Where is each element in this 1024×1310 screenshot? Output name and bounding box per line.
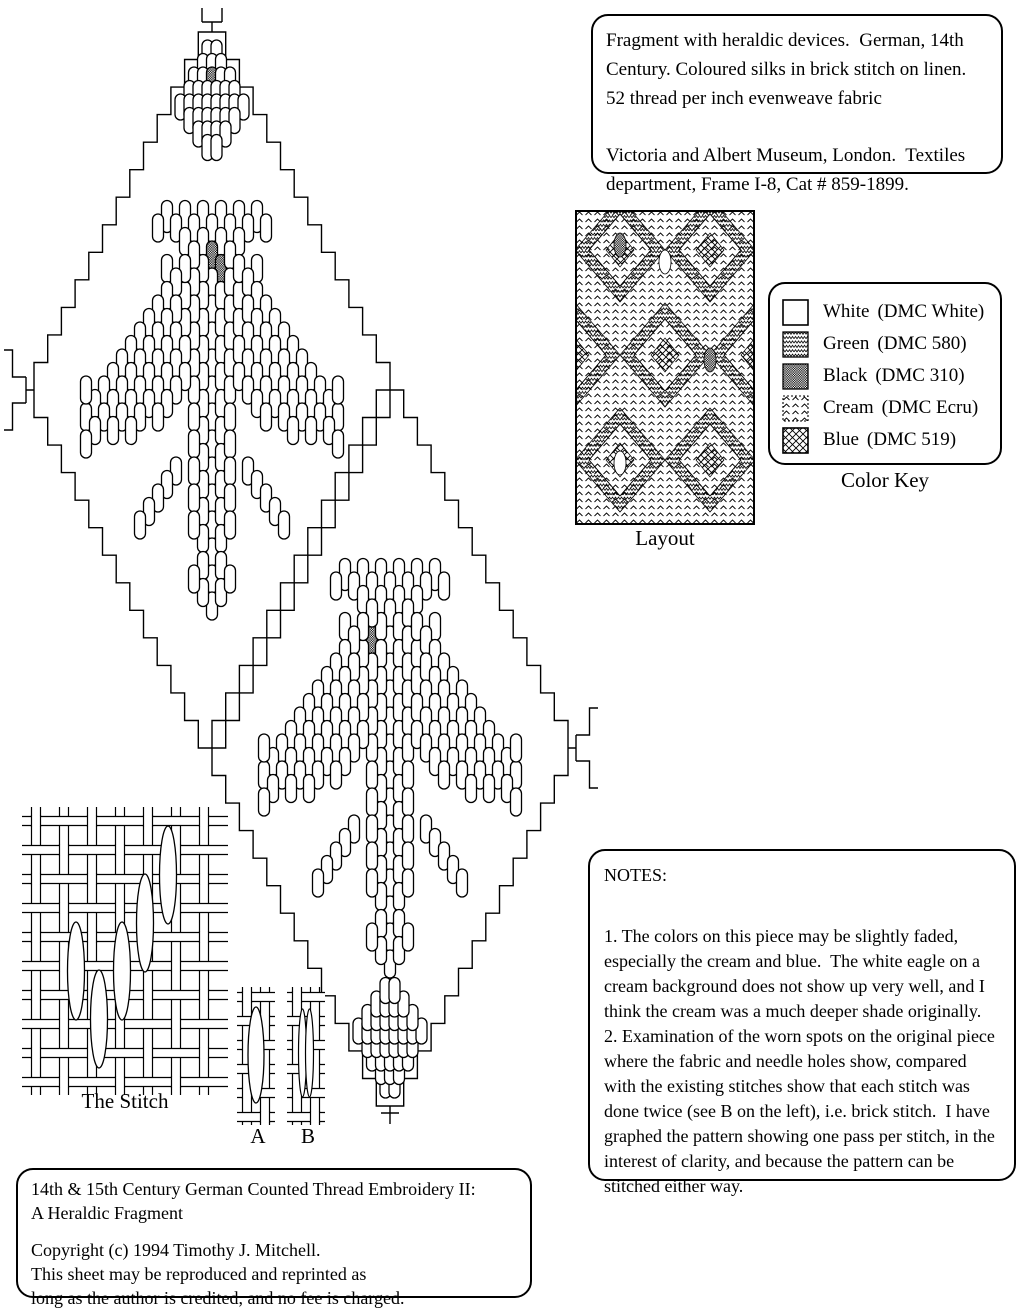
color-name: White [823, 301, 870, 322]
color-key-row-cream [782, 392, 1000, 424]
color-key-row-white [782, 296, 1000, 328]
license-line1: This sheet may be reproduced and reprinted as [31, 1264, 367, 1284]
notes-heading: NOTES: [604, 865, 667, 885]
museum-reference: Victoria and Albert Museum, London. Textiles department, Frame I-8, Cat # 859-1899. [606, 145, 970, 195]
detail-b-caption: B [300, 1124, 315, 1148]
layout-thumbnail-image [575, 210, 755, 525]
artifact-description: Fragment with heraldic devices. German, 14th Century. Coloured silks in brick stitch on linen. 52 thread per inch evenweave fabric [606, 30, 972, 109]
color-key-row-black [782, 360, 1000, 392]
color-name: Cream [823, 397, 874, 418]
detail-a-caption: A [250, 1124, 266, 1148]
color-code: (DMC 519) [866, 429, 957, 450]
blue-swatch-icon [782, 427, 809, 454]
artifact-info-box [591, 14, 1003, 195]
copyright-line: Copyright (c) 1994 Timothy J. Mitchell. [31, 1240, 321, 1260]
color-code: (DMC Ecru) [881, 397, 979, 418]
color-code: (DMC White) [877, 301, 985, 322]
color-code: (DMC 580) [877, 333, 967, 354]
cream-swatch-icon [782, 395, 809, 422]
stitch-diagram-caption: The Stitch [81, 1089, 169, 1113]
notes-box [588, 849, 1016, 1196]
stitch-weave-diagram [20, 805, 230, 1097]
note-item-1: 1. The colors on this piece may be slightly faded, especially the cream and blue. The white eagle on a cream background does not show up very well, and I think the cream was a much deeper shade originally. [604, 926, 990, 1021]
copyright-box [16, 1168, 532, 1308]
layout-caption: Layout [635, 526, 695, 550]
note-item-2: 2. Examination of the worn spots on the original piece where the fabric and needle holes show, compared with the existing stitches show that each stitch was done twice (see B on the left), i.e. brick stitch. I have graphed the pattern showing one pass per stitch, in the interest of clarity, and because the pattern can be stitched either way. [604, 1026, 1000, 1196]
white-swatch-icon [782, 299, 809, 326]
color-code: (DMC 310) [875, 365, 965, 386]
color-key-row-green [782, 328, 1000, 360]
stitch-detail-diagrams [235, 985, 350, 1127]
color-key-caption: Color Key [840, 468, 930, 492]
color-key-row-blue [782, 424, 1000, 456]
color-name: Black [823, 365, 868, 386]
color-name: Green [823, 333, 870, 354]
layout-thumbnail [575, 210, 755, 525]
sheet-title-line1: 14th & 15th Century German Counted Thread Embroidery II: [31, 1179, 476, 1199]
license-line2: long as the author is credited, and no fee is charged. [31, 1288, 405, 1308]
black-swatch-icon [782, 363, 809, 390]
color-name: Blue [823, 429, 859, 450]
color-key-box [768, 282, 1002, 465]
green-swatch-icon [782, 331, 809, 358]
sheet-title-line2: A Heraldic Fragment [31, 1203, 183, 1223]
